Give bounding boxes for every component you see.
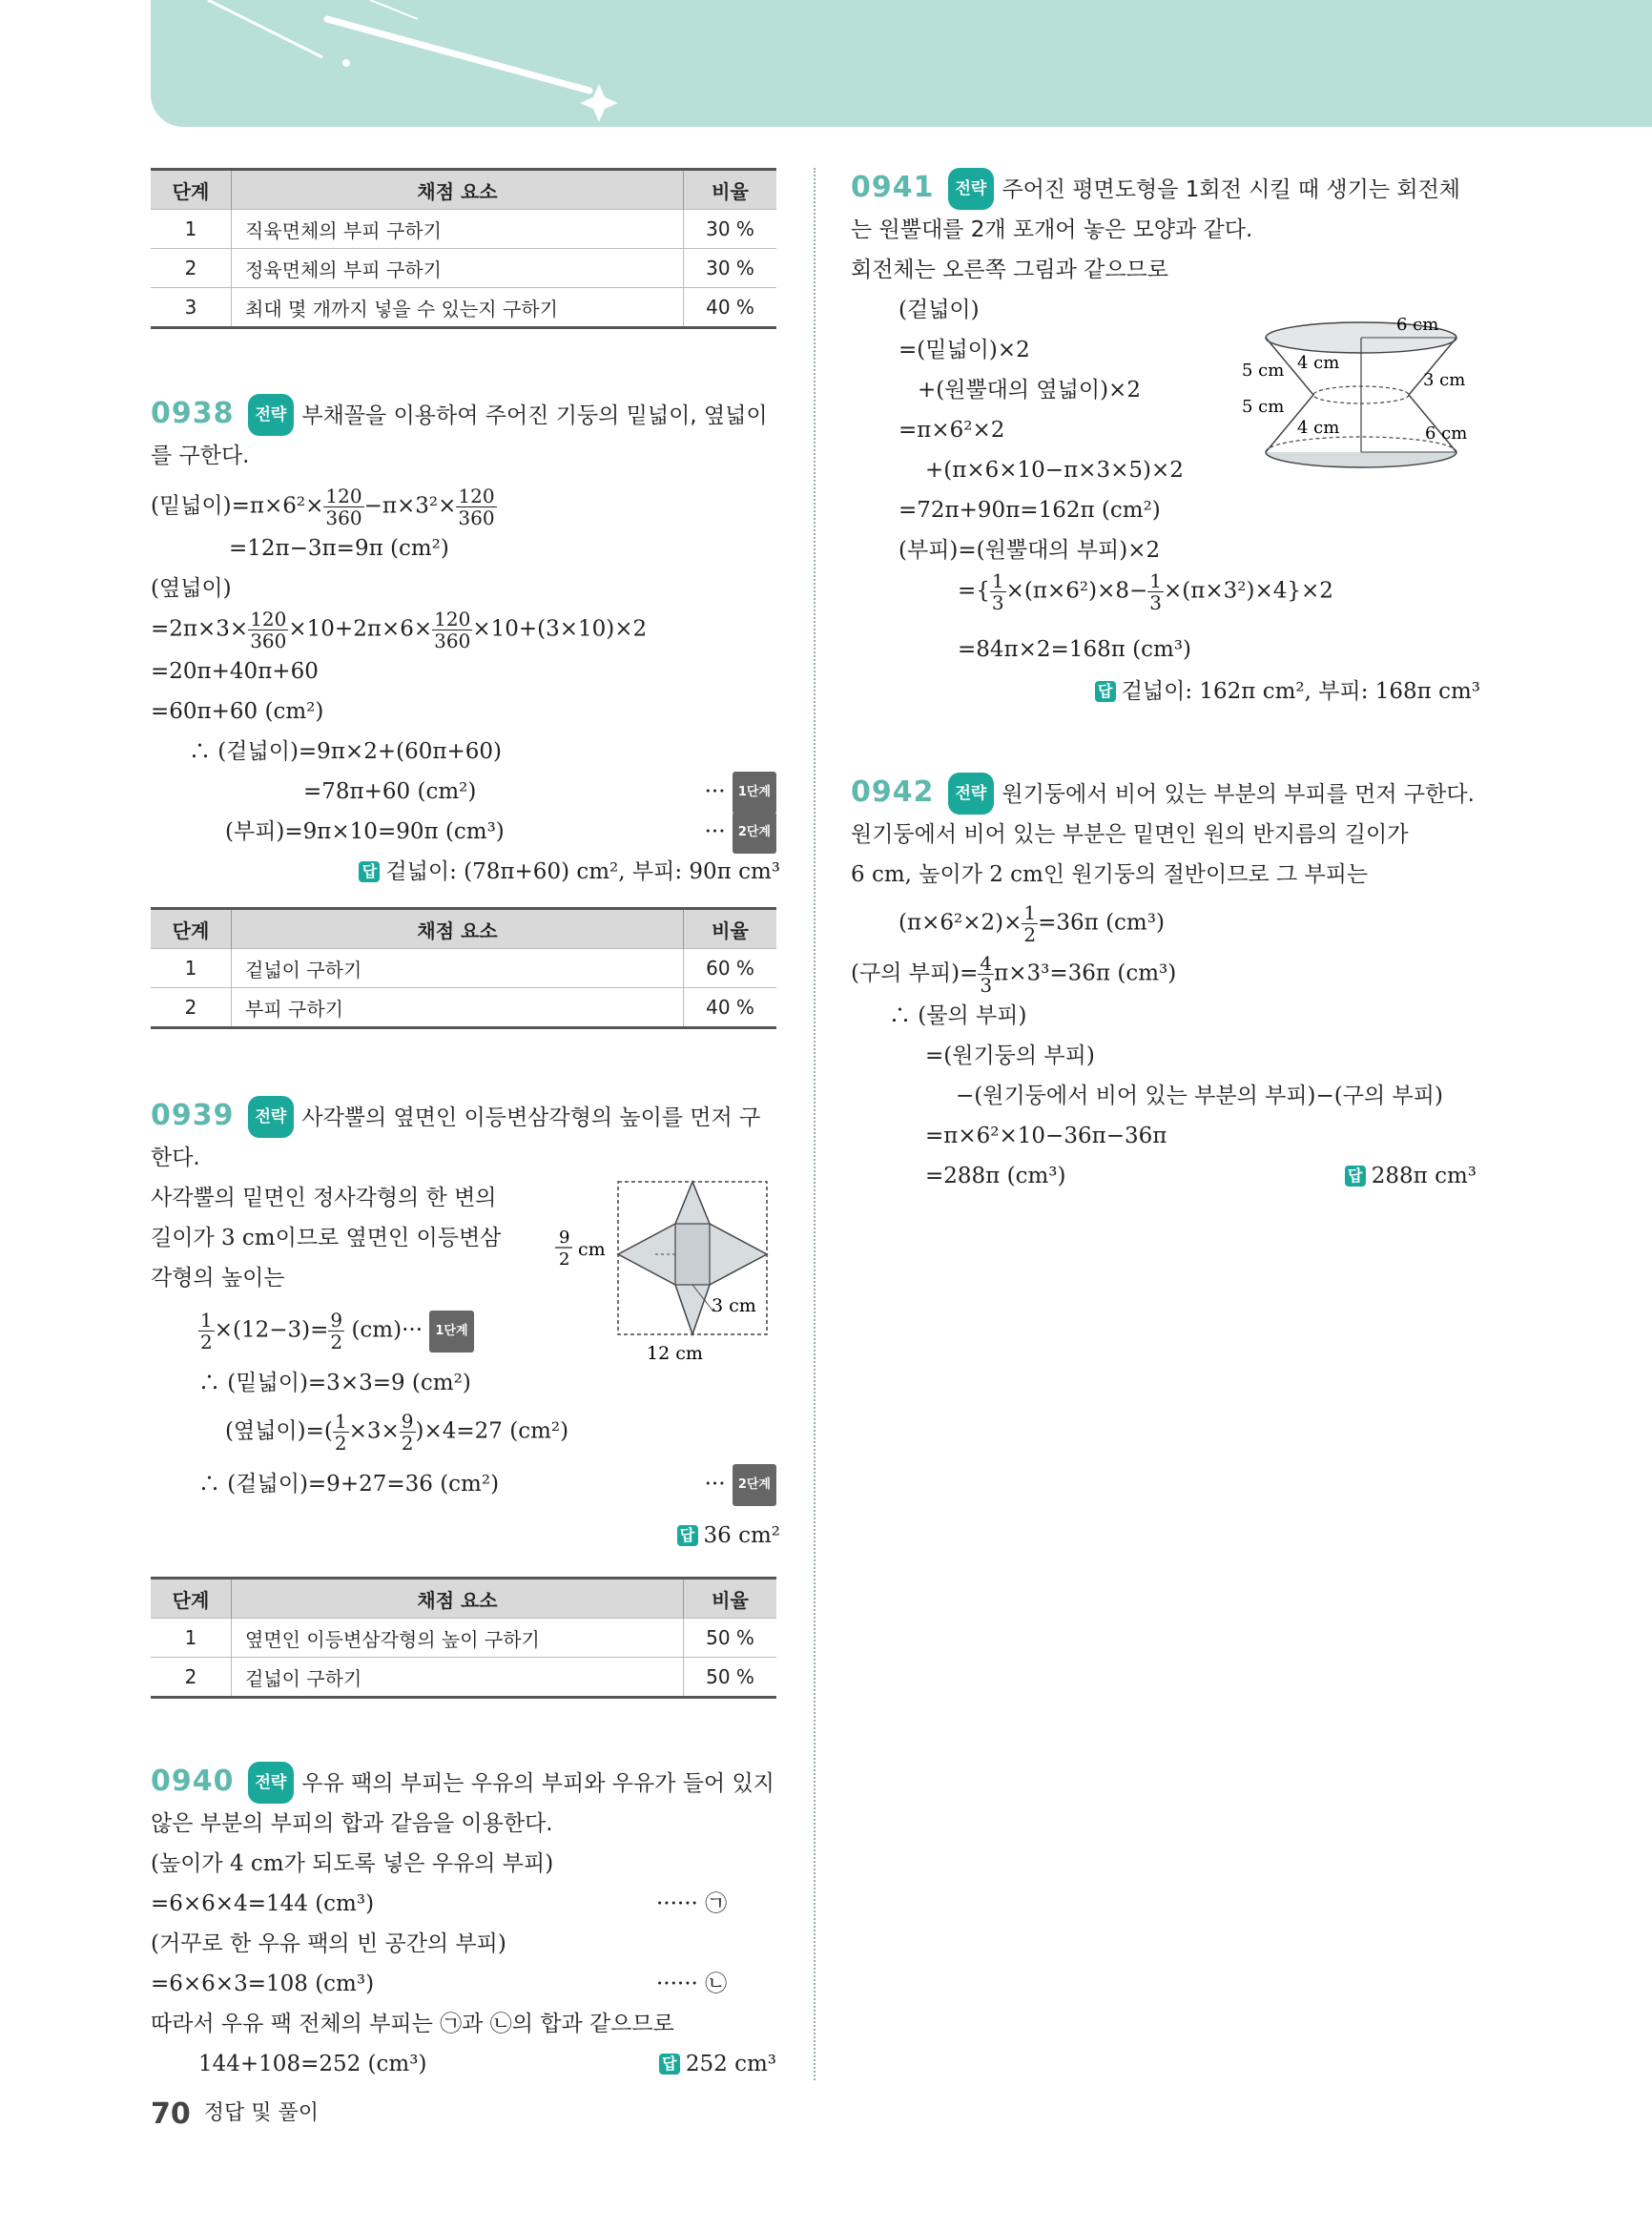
marker-a: ······ ㉠ (656, 1891, 728, 1916)
eq-line: =12π−3π=9π (cm²) (229, 536, 449, 561)
svg-text:5 cm: 5 cm (1242, 361, 1285, 381)
page-footer (151, 2096, 319, 2131)
svg-text:5 cm: 5 cm (1242, 397, 1285, 417)
answer-0939: 답 36 cm² (151, 1516, 780, 1556)
eq-line: =78π+60 (cm²) ··· 1단계 (151, 772, 780, 812)
eq-line: =60π+60 (cm²) (151, 699, 324, 724)
svg-text:12 cm: 12 cm (647, 1343, 703, 1364)
answer-icon: 답 (1095, 681, 1116, 702)
eq-line: ∴ (겉넓이)=9π×2+(60π+60) (189, 739, 502, 764)
strategy-text: 원기둥에서 비어 있는 부분의 부피를 먼저 구한다. (1002, 782, 1475, 807)
strategy-text: 우유 팩의 부피는 우유의 부피와 우유가 들어 있지 않은 부분의 부피의 합과 같음을 이용한다. (151, 1771, 774, 1836)
page-number: 70 (151, 2097, 191, 2131)
problem-0938-head (151, 394, 780, 476)
step-badge: 1단계 (429, 1311, 473, 1352)
strategy-tag: 전략 (248, 1762, 295, 1804)
answer-icon: 답 (359, 861, 380, 882)
svg-text:cm: cm (578, 1239, 606, 1260)
svg-text:6 cm: 6 cm (1425, 423, 1468, 444)
marker-b: ······ ㉡ (656, 1972, 728, 1996)
strategy-tag: 전략 (948, 168, 995, 210)
table-row: 1 겉넓이 구하기 60 % (151, 949, 776, 988)
problem-0941-head (851, 168, 1480, 250)
step-badge: 1단계 (733, 772, 776, 814)
problem-number: 0942 (851, 775, 935, 809)
answer-0940: 답 252 cm³ (659, 2044, 776, 2084)
eq-line: (밑넓이)=π×6²× $\frac{120}{360}$ −π×3²× $\frac{120}{360}$ (151, 485, 495, 529)
scoring-table-0937: 단계 채점 요소 비율 1 직육면체의 부피 구하기 30 % 2 정육면체의 부피 구하기 30 % 3 최대 몇 개까지 넣을 수 있는지 구하기 40 % (151, 168, 776, 329)
answer-icon: 답 (659, 2054, 680, 2075)
eq-line: (옆넓이) (151, 576, 232, 601)
problem-0941-body: 회전체는 오른쪽 그림과 같으므로 (겉넓이) =(밑넓이)×2 +(원뿔대의 옆넓이)×2 =π×6²×2 +(π×6×10−π×3×5)×2 =72π+90π=162π (cm²) (부피)=(원뿔대의 부피)×2 ={ $\frac{1}{3}$ ×(π×6²)×8− $\frac{1}{3}$ ×(π×3²)×4}×2 =84π×2=168π (cm³) 6 cm 5 cm 4 cm 3 cm 5 cm 4 cm 6 cm (851, 250, 1480, 670)
problem-0942-head (851, 773, 1480, 815)
answer-icon: 답 (677, 1525, 698, 1546)
problem-0939-head (151, 1096, 780, 1178)
step-badge: 2단계 (733, 812, 776, 854)
table-row: 3 최대 몇 개까지 넣을 수 있는지 구하기 40 % (151, 288, 776, 328)
eq-line: =2π×3× $\frac{120}{360}$ ×10+2π×6× $\frac{120}{360}$ ×10+(3×10)×2 (151, 608, 648, 652)
svg-text:3 cm: 3 cm (1423, 370, 1466, 390)
strategy-tag: 전략 (948, 773, 995, 815)
svg-text:4 cm: 4 cm (1297, 353, 1340, 373)
strategy-text: 사각뿔의 옆면인 이등변삼각형의 높이를 먼저 구한다. (151, 1105, 761, 1170)
scoring-table-0939: 단계 채점 요소 비율 1 옆면인 이등변삼각형의 높이 구하기 50 % 2 겉넓이 구하기 50 % (151, 1577, 776, 1699)
strategy-tag: 전략 (248, 394, 295, 436)
problem-number: 0938 (151, 397, 235, 430)
right-column: 0941 전략 주어진 평면도형을 1회전 시킬 때 생기는 회전체는 원뿔대를 2개 포개어 놓은 모양과 같다. 회전체는 오른쪽 그림과 같으므로 (겉넓이) =(밑넓이)×2 +(원뿔대의 옆넓이)×2 =π×6²×2 +(π×6×10−π×3×5)×2 =72π+90π=162π (cm²) (부피)=(원뿔대의 부피)×2 ={ $\frac{1}{3}$ ×(π×6²)×8− $\frac{1}{3}$ ×(π×3²)×4}×2 =84π×2=168π (cm³) 6 cm 5 cm 4 cm 3 cm 5 cm 4 cm 6 cm 답 겉넓이: 162π cm², 부피: 168π cm³ 0942 전략 원기둥에서 비어 있는 부분의 부피를 먼저 구한다. 원기둥에서 비어 있는 부분은 밑면인 원의 반지름의 길이가 6 cm, 높이가 2 cm인 원기둥의 절반이므로 그 부피는 (π×6²×2)× $\frac{1}{2}$ =36π (cm³) (구의 부피)= $\frac{4}{3}$ π×3³=36π (cm³) ∴ (물의 부피) =(원기둥의 부피) −(원기둥에서 비어 있는 부분의 부피)−(구의 부피) =π×6²×10−36π−36π =288π (cm³) 답 288π cm³ (851, 168, 1480, 1196)
answer-0942: 답 288π cm³ (1345, 1156, 1476, 1196)
table-row: 2 겉넓이 구하기 50 % (151, 1658, 776, 1698)
strategy-tag: 전략 (248, 1096, 295, 1138)
table-row: 2 부피 구하기 40 % (151, 988, 776, 1028)
column-divider (814, 168, 816, 2080)
shooting-star-decoration (151, 0, 1652, 127)
left-column: 단계 채점 요소 비율 1 직육면체의 부피 구하기 30 % 2 정육면체의 부피 구하기 30 % 3 최대 몇 개까지 넣을 수 있는지 구하기 40 % 0938 전략 부채꼴을 이용하여 주어진 기둥의 밑넓이, 옆넓이를 구한다. (밑넓이)=π×6²× $\frac{120}{360}$ −π×3²× $\frac{120}{360}$ =12π−3π=9π (cm²) (옆넓이) =2π×3× $\frac{120}{360}$ ×10+2π×6× $\frac{120}{360}$ ×10+(3×10)×2 =20π+40π+60 =60π+60 (cm²) ∴ (겉넓이)=9π×2+(60π+60) =78π+60 (cm²) ··· 1단계 (부피)=9π×10=90π (cm³) ··· 2단계 답 겉넓이: (78π+60) cm², 부피: 90π cm³ 단계 채점 요소 비율 1 겉넓이 구하기 60 % 2 부피 구하기 40 % 0939 전략 사각뿔의 옆면인 이등변삼각형의 높이를 먼저 구한다. 사각뿔의 밑면인 정사각형의 한 변의 길이가 3 cm이므로 옆면인 이등변삼 각형의 높이는 $\frac{1}{2}$ ×(12−3)= $\frac{9}{2}$ (cm)··· 1단계 ∴ (밑넓이)=3×3=9 (cm²) (옆넓이)=( $\frac{1}{2}$ ×3× $\frac{9}{2}$ )×4=27 (cm²) ∴ (겉넓이)=9+27=36 (cm²) ··· 2단계 9 2 cm 3 cm 12 cm 답 36 cm² 단계 채점 요소 비율 1 옆면인 이등변삼각형의 높이 구하기 50 % 2 겉넓이 구하기 50 % 0940 전략 우유 팩의 부피는 우유의 부피와 우유가 들어 있지 않은 부분의 부피의 합과 같음을 이용한다. (높이가 4 cm가 되도록 넣은 우유의 부피) =6×6×4=144 (cm³) ······ ㉠ (거꾸로 한 우유 팩의 빈 공간의 부피) =6×6×3=108 (cm³) ······ ㉡ 따라서 우유 팩 전체의 부피는 ㉠과 ㉡의 합과 같으므로 144+108=252 (cm³) 답 252 cm³ (151, 168, 780, 2084)
problem-0940-head (151, 1762, 780, 1844)
step-badge: 2단계 (733, 1464, 776, 1506)
svg-text:6 cm: 6 cm (1396, 317, 1439, 335)
problem-number: 0939 (151, 1099, 235, 1132)
double-frustum-figure (1242, 317, 1480, 479)
svg-text:2: 2 (559, 1249, 570, 1270)
answer-icon: 답 (1345, 1166, 1366, 1187)
eq-line: (부피)=9π×10=90π (cm³) ··· 2단계 (151, 812, 780, 852)
answer-0941: 답 겉넓이: 162π cm², 부피: 168π cm³ (851, 671, 1480, 712)
table-row: 1 직육면체의 부피 구하기 30 % (151, 210, 776, 249)
problem-0939-body: 사각뿔의 밑면인 정사각형의 한 변의 길이가 3 cm이므로 옆면인 이등변삼 각형의 높이는 $\frac{1}{2}$ ×(12−3)= $\frac{9}{2}$ (cm)··· 1단계 ∴ (밑넓이)=3×3=9 (cm²) (옆넓이)=( $\frac{1}{2}$ ×3× $\frac{9}{2}$ )×4=27 (cm²) ∴ (겉넓이)=9+27=36 (cm²) ··· 2단계 9 2 cm 3 cm 12 cm (151, 1178, 780, 1521)
eq-line: =20π+40π+60 (151, 659, 319, 684)
strategy-text: 부채꼴을 이용하여 주어진 기둥의 밑넓이, 옆넓이를 구한다. (151, 403, 768, 468)
svg-text:3 cm: 3 cm (712, 1295, 756, 1316)
pyramid-net-figure (542, 1178, 780, 1369)
answer-0938: 답 겉넓이: (78π+60) cm², 부피: 90π cm³ (151, 852, 780, 892)
svg-text:4 cm: 4 cm (1297, 418, 1340, 438)
table-row: 2 정육면체의 부피 구하기 30 % (151, 249, 776, 288)
problem-number: 0940 (151, 1765, 235, 1798)
svg-text:9: 9 (559, 1228, 570, 1248)
table-row: 1 옆면인 이등변삼각형의 높이 구하기 50 % (151, 1619, 776, 1658)
scoring-table-0938: 단계 채점 요소 비율 1 겉넓이 구하기 60 % 2 부피 구하기 40 % (151, 907, 776, 1029)
footer-label: 정답 및 풀이 (203, 2101, 319, 2125)
problem-number: 0941 (851, 171, 935, 204)
strategy-text: 주어진 평면도형을 1회전 시킬 때 생기는 회전체는 원뿔대를 2개 포개어 놓은 모양과 같다. (851, 177, 1461, 242)
header-banner (151, 0, 1652, 127)
